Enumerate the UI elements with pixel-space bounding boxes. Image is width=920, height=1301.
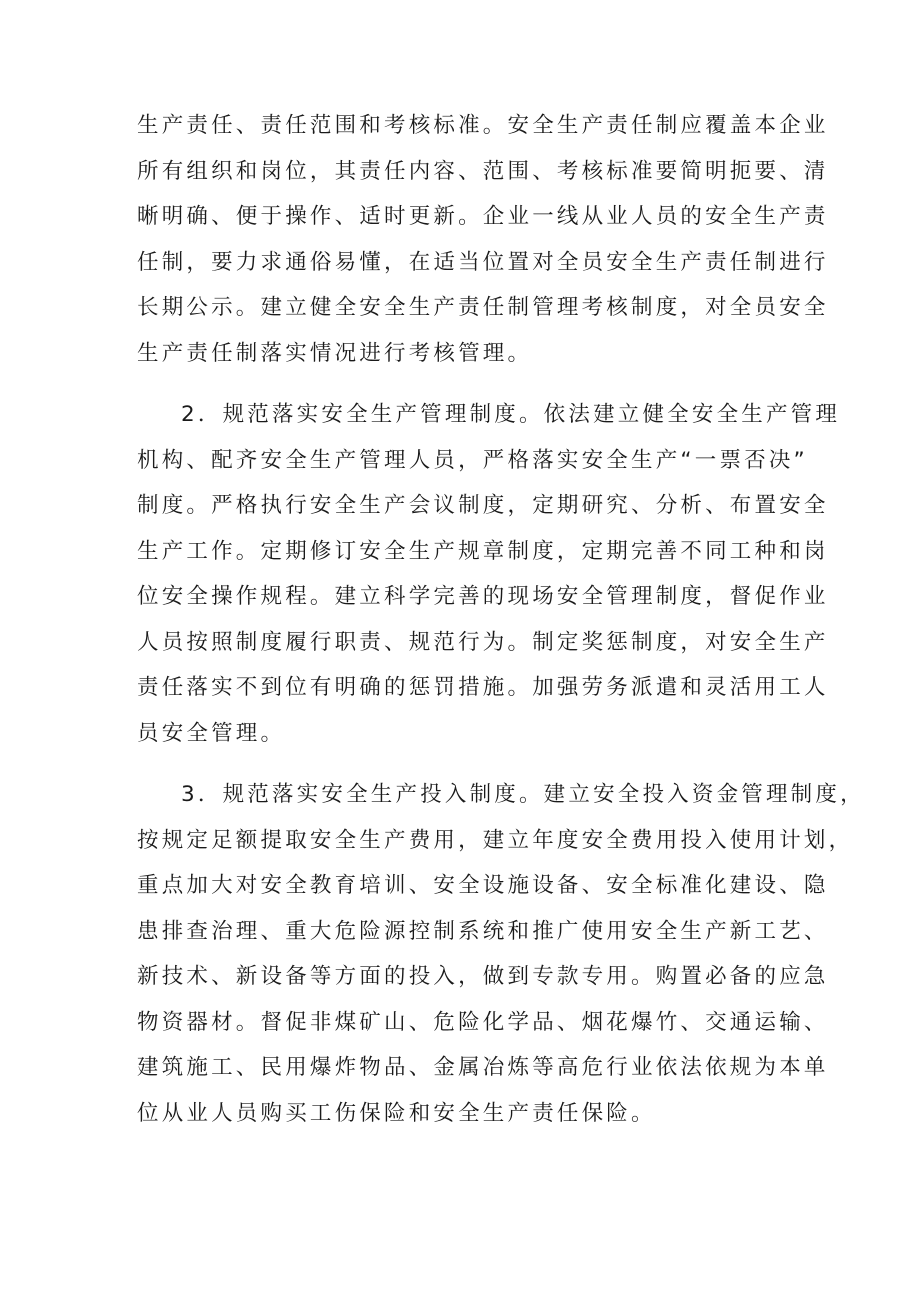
text-line: 位安全操作规程。建立科学完善的现场安全管理制度，督促作业 xyxy=(137,584,829,609)
text-line-first: 2．规范落实安全生产管理制度。依法建立健全安全生产管理 xyxy=(181,402,841,427)
text-line: 生产责任制落实情况进行考核管理。 xyxy=(137,340,533,366)
text-line: 员安全管理。 xyxy=(137,720,286,746)
text-line: 重点加大对安全教育培训、安全设施设备、安全标准化建设、隐 xyxy=(137,873,829,898)
text-line: 责任落实不到位有明确的惩罚措施。加强劳务派遣和灵活用工人 xyxy=(137,675,829,700)
text-line: 长期公示。建立健全安全生产责任制管理考核制度，对全员安全 xyxy=(137,295,829,320)
text-line: 生产工作。定期修订安全生产规章制度，定期完善不同工种和岗 xyxy=(137,538,829,564)
paragraph-responsibility-system xyxy=(137,103,829,376)
text-line: 人员按照制度履行职责、规范行为。制定奖惩制度，对安全生产 xyxy=(137,629,829,655)
document-body xyxy=(137,103,865,1136)
text-line: 生产责任、责任范围和考核标准。安全生产责任制应覆盖本企业 xyxy=(137,113,829,138)
text-line: 患排查治理、重大危险源控制系统和推广使用安全生产新工艺、 xyxy=(137,918,829,944)
text-line-first: 3．规范落实安全生产投入制度。建立安全投入资金管理制度， xyxy=(181,782,865,807)
text-line: 物资器材。督促非煤矿山、危险化学品、烟花爆竹、交通运输、 xyxy=(137,1009,829,1035)
text-line: 任制，要力求通俗易懂，在适当位置对全员安全生产责任制进行 xyxy=(137,249,829,275)
text-line: 位从业人员购买工伤保险和安全生产责任保险。 xyxy=(137,1100,656,1126)
text-line: 按规定足额提取安全生产费用，建立年度安全费用投入使用计划， xyxy=(137,827,854,853)
text-line: 晰明确、便于操作、适时更新。企业一线从业人员的安全生产责 xyxy=(137,204,829,229)
paragraph-management-system xyxy=(137,392,841,756)
text-line: 机构、配齐安全生产管理人员，严格落实安全生产“一票否决” xyxy=(137,447,808,473)
text-line: 制度。严格执行安全生产会议制度，定期研究、分析、布置安全 xyxy=(137,493,829,518)
text-line: 建筑施工、民用爆炸物品、金属冶炼等高危行业依法依规为本单 xyxy=(137,1055,829,1080)
paragraph-investment-system xyxy=(137,772,865,1136)
text-line: 新技术、新设备等方面的投入，做到专款专用。购置必备的应急 xyxy=(137,964,829,989)
text-line: 所有组织和岗位，其责任内容、范围、考核标准要简明扼要、清 xyxy=(137,158,829,184)
